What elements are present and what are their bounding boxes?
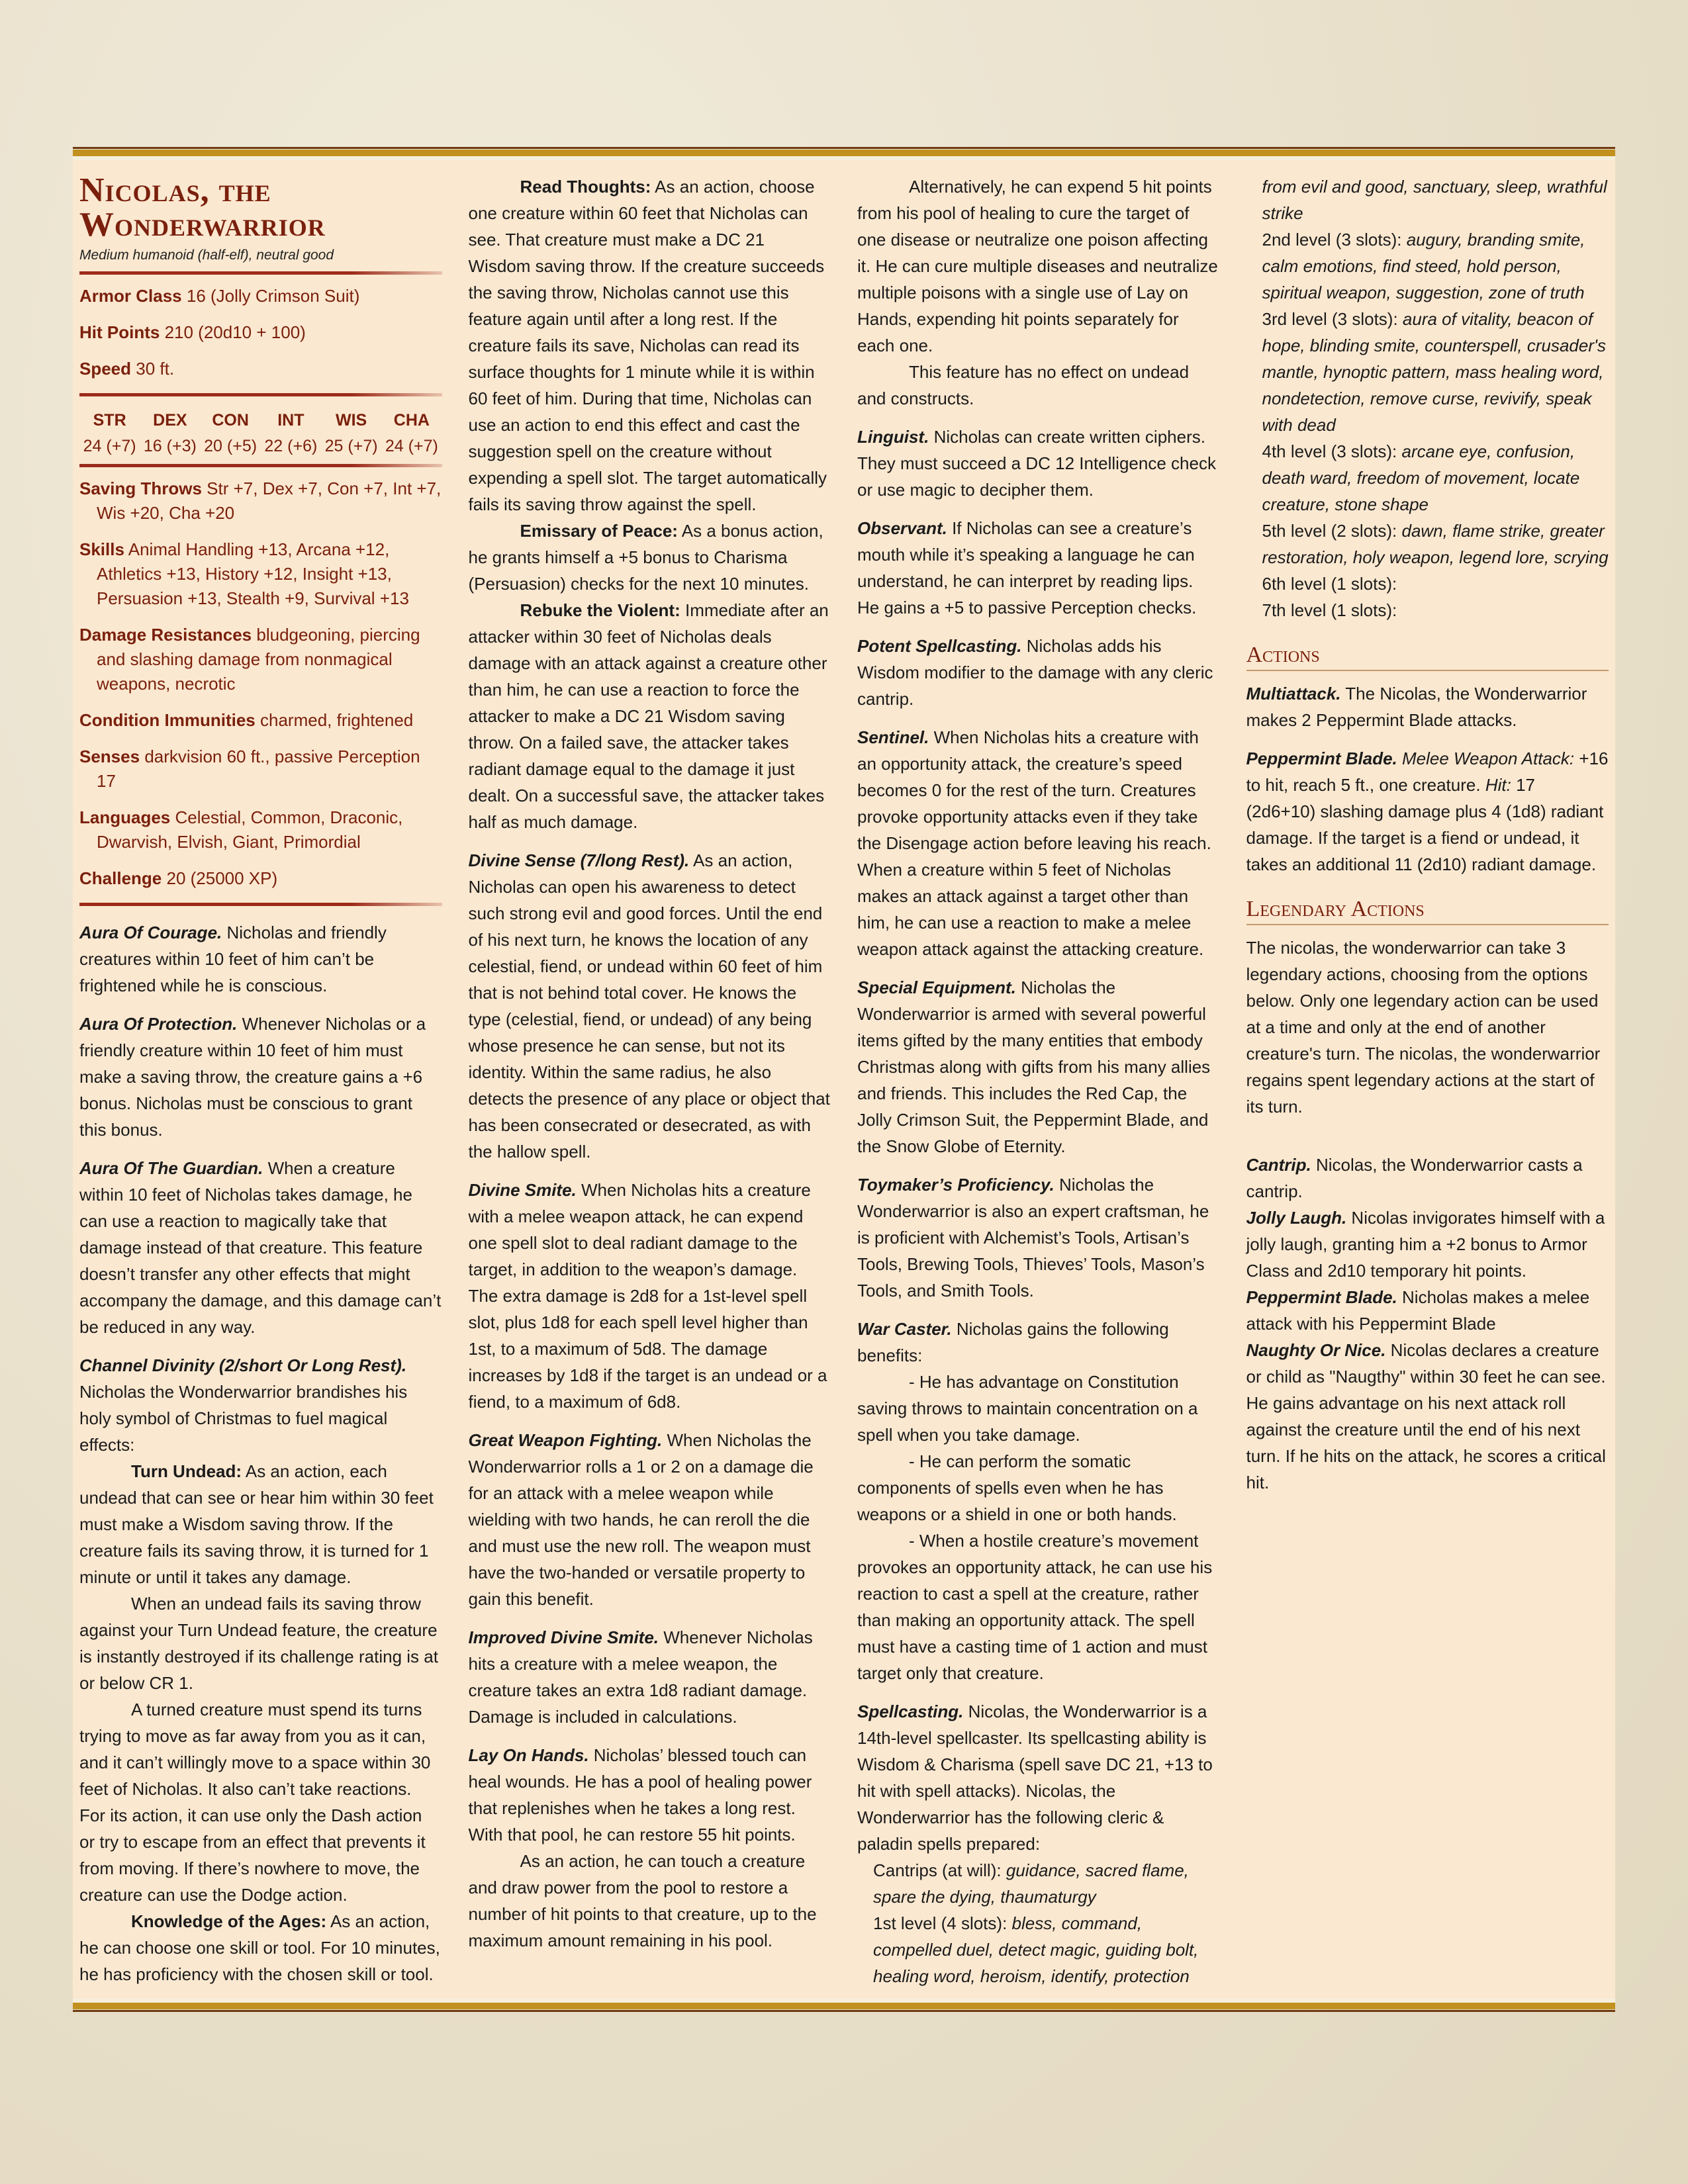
spell-level-cantrips: Cantrips (at will): guidance, sacred flame, spare the dying, thaumaturgy [873, 1860, 1189, 1907]
trait-lay-on-hands-note: This feature has no effect on undead and constructs. [857, 362, 1190, 408]
trait-war-caster-2: - He can perform the somatic components of spells even when he has weapons or a shield in one or both hands. [857, 1451, 1177, 1524]
trait-lay-on-hands-cure: Alternatively, he can expend 5 hit points from his pool of healing to cure the target of one disease or neutralize one poison affecting it. He can cure multiple diseases and neutralize multiple poisons with a single use of Lay on Hands, expending hit points separately for each one. [857, 177, 1218, 355]
trait-war-caster-1: - He has advantage on Constitution saving throws to maintain concentration on a spell when you take damage. [857, 1372, 1198, 1445]
stat-block [73, 150, 1615, 2009]
trait-spellcasting: Spellcasting. Nicolas, the Wonderwarrior is a 14th-level spellcaster. Its spellcasting ability is Wisdom & Charisma (spell save DC 21, +13 to hit with spell attacks). Nicolas, the Wonderwarrior has the following cleric & paladin spells prepared: [857, 1702, 1213, 1854]
ability-wis: WIS 25 (+7) [324, 411, 378, 455]
trait-sentinel: Sentinel. When Nicholas hits a creature with an opportunity attack, the creature’s speed becomes 0 for the rest of the turn. Creatures provoke opportunity attacks even if they take the Disengage action before leaving his reach. When a creature within 5 feet of Nicholas makes an attack against a target other than him, he can use a reaction to make a melee weapon attack against the attacking creature. [857, 727, 1211, 959]
ability-int: INT 22 (+6) [264, 411, 318, 455]
trait-knowledge-ages: Knowledge of the Ages: As an action, he can choose one skill or tool. For 10 minutes, he has proficiency with the chosen skill or tool. [79, 1911, 440, 1984]
action-multiattack: Multiattack. The Nicolas, the Wonderwarrior makes 2 Peppermint Blade attacks. [1246, 684, 1587, 730]
ability-cha: CHA 24 (+7) [385, 411, 438, 455]
trait-turn-undead-effect: A turned creature must spend its turns trying to move as far away from you as it can, and it can’t willingly move to a space within 30 feet of Nicholas. It also can’t take reactions. For its action, it can use only the Dash action or try to escape from an effect that prevents it from moving. If there’s nowhere to move, the creature can use the Dodge action. [79, 1700, 431, 1905]
trait-divine-sense: Divine Sense (7/long Rest). As an action, Nicholas can open his awareness to detect such strong evil and good forces. Until the end of his next turn, he knows the location of any celestial, fiend, or undead within 60 feet of him that is not behind total cover. He knows the type (celestial, fiend, or undead) of any being whose presence he can sense, but not its identity. Within the same radius, he also detects the presence of any place or object that has been consecrated or desecrated, as with the hallow spell. [468, 850, 830, 1161]
legendary-jolly-laugh: Jolly Laugh. Nicolas invigorates himself with a jolly laugh, granting him a +2 bonus to Armor Class and 2d10 temporary hit points. [1246, 1208, 1605, 1281]
ability-scores [79, 406, 442, 457]
trait-special-equipment: Special Equipment. Nicholas the Wonderwarrior is armed with several powerful items gifted by the many entities that embody Christmas along with gifts from his many allies and friends. This includes the Red Cap, the Jolly Crimson Suit, the Peppermint Blade, and the Snow Globe of Eternity. [857, 978, 1211, 1156]
ability-dex: DEX 16 (+3) [143, 411, 197, 455]
trait-read-thoughts: Read Thoughts: As an action, choose one creature within 60 feet that Nicholas can see. That creature must make a DC 21 Wisdom saving throw. If the creature succeeds the saving throw, Nicholas cannot use this feature again until after a long rest. If the creature fails its save, Nicholas can read its surface thoughts for 1 minute while it is within 60 feet of him. During that time, Nicholas can use an action to end this effect and cast the suggestion spell on the creature without expending a spell slot. The target automatically fails its saving throw against the spell. [468, 177, 827, 514]
damage-resistances: Damage Resistances bludgeoning, piercing and slashing damage from nonmagical weapons, necrotic [79, 625, 420, 694]
action-peppermint-blade: Peppermint Blade. Melee Weapon Attack: +16 to hit, reach 5 ft., one creature. Hit: 17 (2d6+10) slashing damage plus 4 (1d8) radiant damage. If the target is a fiend or undead, it takes an additional 11 (2d10) radiant damage. [1246, 749, 1609, 874]
trait-turn-undead: Turn Undead: As an action, each undead that can see or hear him within 30 feet must make a Wisdom saving throw. If the creature fails its saving throw, it is turned for 1 minute or until it takes any damage. [79, 1461, 434, 1587]
ability-str: STR 24 (+7) [83, 411, 136, 455]
trait-channel-divinity: Channel Divinity (2/short Or Long Rest). Nicholas the Wonderwarrior brandishes his holy symbol of Christmas to fuel magical effects: [79, 1355, 408, 1455]
spacer [1246, 1132, 1609, 1152]
spell-level-4: 4th level (3 slots): arcane eye, confusion, death ward, freedom of movement, locate creature, stone shape [1262, 441, 1580, 514]
legendary-actions-heading: Legendary Actions [1246, 896, 1609, 925]
trait-potent-spellcasting: Potent Spellcasting. Nicholas adds his Wisdom modifier to the damage with any cleric cantrip. [857, 636, 1213, 709]
monster-name: Nicolas, the Wonderwarrior [79, 171, 326, 244]
spell-level-2: 2nd level (3 slots): augury, branding smite, calm emotions, find steed, hold person, spiritual weapon, suggestion, zone of truth [1262, 230, 1585, 302]
legendary-cantrip: Cantrip. Nicolas, the Wonderwarrior casts a cantrip. [1246, 1155, 1583, 1201]
legendary-peppermint-blade: Peppermint Blade. Nicholas makes a melee attack with his Peppermint Blade [1246, 1287, 1590, 1334]
divider [79, 464, 442, 467]
saving-throws: Saving Throws Str +7, Dex +7, Con +7, Int +7, Wis +20, Cha +20 [79, 478, 442, 523]
spell-level-3: 3rd level (3 slots): aura of vitality, beacon of hope, blinding smite, counterspell, crusader's mantle, hynoptic pattern, mass healing word, nondetection, remove curse, revivify, speak with dead [1262, 309, 1606, 435]
legendary-intro: The nicolas, the wonderwarrior can take 3 legendary actions, choosing from the options below. Only one legendary action can be used at a time and only at the end of another creature's turn. The nicolas, the wonderwarrior regains spent legendary actions at the start of its turn. [1246, 938, 1601, 1116]
skills: Skills Animal Handling +13, Arcana +12, Athletics +13, History +12, Insight +13, Persuasion +13, Stealth +9, Survival +13 [79, 539, 409, 608]
trait-improved-divine-smite: Improved Divine Smite. Whenever Nicholas hits a creature with a melee weapon, the creature takes an extra 1d8 radiant damage. Damage is included in calculations. [468, 1627, 813, 1727]
trait-war-caster: War Caster. Nicholas gains the following benefits: [857, 1319, 1169, 1365]
trait-emissary-peace: Emissary of Peace: As a bonus action, he grants himself a +5 bonus to Charisma (Persuasion) checks for the next 10 minutes. [468, 521, 823, 594]
languages: Languages Celestial, Common, Draconic, Dwarvish, Elvish, Giant, Primordial [79, 807, 403, 852]
trait-rebuke-violent: Rebuke the Violent: Immediate after an attacker within 30 feet of Nicholas deals damage with an attack against a creature other than him, he can use a reaction to force the attacker to make a DC 21 Wisdom saving throw. On a failed save, the attacker takes radiant damage equal to the damage it just dealt. On a successful save, the attacker takes half as much damage. [468, 600, 829, 832]
trait-aura-courage: Aura Of Courage. Nicholas and friendly creatures within 10 feet of him can’t be frightened while he is conscious. [79, 923, 387, 995]
hit-points: Hit Points 210 (20d10 + 100) [79, 322, 306, 342]
spell-level-6: 6th level (1 slots): [1262, 574, 1397, 594]
stat-block-columns [79, 173, 1609, 2000]
trait-lay-on-hands: Lay On Hands. Nicholas’ blessed touch can heal wounds. He has a pool of healing power that replenishes when he takes a long rest. With that pool, he can restore 55 hit points. [468, 1745, 812, 1844]
monster-type: Medium humanoid (half-elf), neutral good [79, 248, 334, 263]
challenge: Challenge 20 (25000 XP) [79, 868, 278, 888]
armor-class: Armor Class 16 (Jolly Crimson Suit) [79, 286, 360, 306]
trait-aura-guardian: Aura Of The Guardian. When a creature within 10 feet of Nicholas takes damage, he can use a reaction to magically take that damage instead of that creature. This feature doesn’t transfer any other effects that might accompany the damage, and this damage can’t be reduced in any way. [79, 1158, 442, 1337]
actions-heading: Actions [1246, 642, 1609, 671]
spell-level-5: 5th level (2 slots): dawn, flame strike, greater restoration, holy weapon, legend lore, scrying [1262, 521, 1609, 567]
trait-toymaker: Toymaker’s Proficiency. Nicholas the Wonderwarrior is also an expert craftsman, he is proficient with Alchemist’s Tools, Artisan’s Tools, Brewing Tools, Thieves’ Tools, Mason’s Tools, and Smith Tools. [857, 1175, 1209, 1300]
trait-great-weapon-fighting: Great Weapon Fighting. When Nicholas the Wonderwarrior rolls a 1 or 2 on a damage die for an attack with a melee weapon while wielding with two hands, he can reroll the die and must use the new roll. The weapon must have the two-handed or versatile property to gain this benefit. [468, 1430, 814, 1609]
trait-turn-undead-destroy: When an undead fails its saving throw against your Turn Undead feature, the creature is instantly destroyed if its challenge rating is at or below CR 1. [79, 1594, 438, 1693]
condition-immunities: Condition Immunities charmed, frightened [79, 710, 414, 730]
trait-divine-smite: Divine Smite. When Nicholas hits a creature with a melee weapon attack, he can expend one spell slot to deal radiant damage to the target, in addition to the weapon’s damage. The extra damage is 2d8 for a 1st-level spell slot, plus 1d8 for each spell level higher than 1st, to a maximum of 5d8. The damage increases by 1d8 if the target is an undead or a fiend, to a maximum of 6d8. [468, 1180, 827, 1412]
trait-observant: Observant. If Nicholas can see a creature’s mouth while it’s speaking a language he can understand, he can interpret by reading lips. He gains a +5 to passive Perception checks. [857, 518, 1197, 617]
divider [79, 393, 442, 396]
senses: Senses darkvision 60 ft., passive Perception 17 [79, 747, 420, 791]
speed: Speed 30 ft. [79, 359, 175, 379]
divider [79, 903, 442, 906]
trait-lay-on-hands-touch: As an action, he can touch a creature and draw power from the pool to restore a number of hit points to that creature, up to the maximum amount remaining in his pool. [468, 1851, 817, 1950]
trait-war-caster-3: - When a hostile creature’s movement provokes an opportunity attack, he can use his reaction to cast a spell at the creature, rather than making an opportunity attack. The spell must have a casting time of 1 action and must target only that creature. [857, 1531, 1213, 1683]
legendary-naughty-or-nice: Naughty Or Nice. Nicolas declares a creature or child as "Naugthy" within 30 feet he can see. He gains advantage on his next attack roll against the creature until the end of his next turn. If he hits on the attack, he scores a critical hit. [1246, 1340, 1606, 1492]
trait-linguist: Linguist. Nicholas can create written ciphers. They must succeed a DC 12 Intelligence check or use magic to decipher them. [857, 427, 1216, 500]
trait-aura-protection: Aura Of Protection. Whenever Nicholas or a friendly creature within 10 feet of him must make a saving throw, the creature gains a +6 bonus. Nicholas must be conscious to grant this bonus. [79, 1014, 426, 1140]
divider [79, 271, 442, 275]
ability-con: CON 20 (+5) [204, 411, 258, 455]
spell-level-1: 1st level (4 slots): bless, command, compelled duel, detect magic, guiding bolt, healing word, heroism, identify, protection from evil and good, sanctuary, sleep, wrathful strike [873, 177, 1607, 1986]
spell-level-7: 7th level (1 slots): [1262, 600, 1397, 620]
